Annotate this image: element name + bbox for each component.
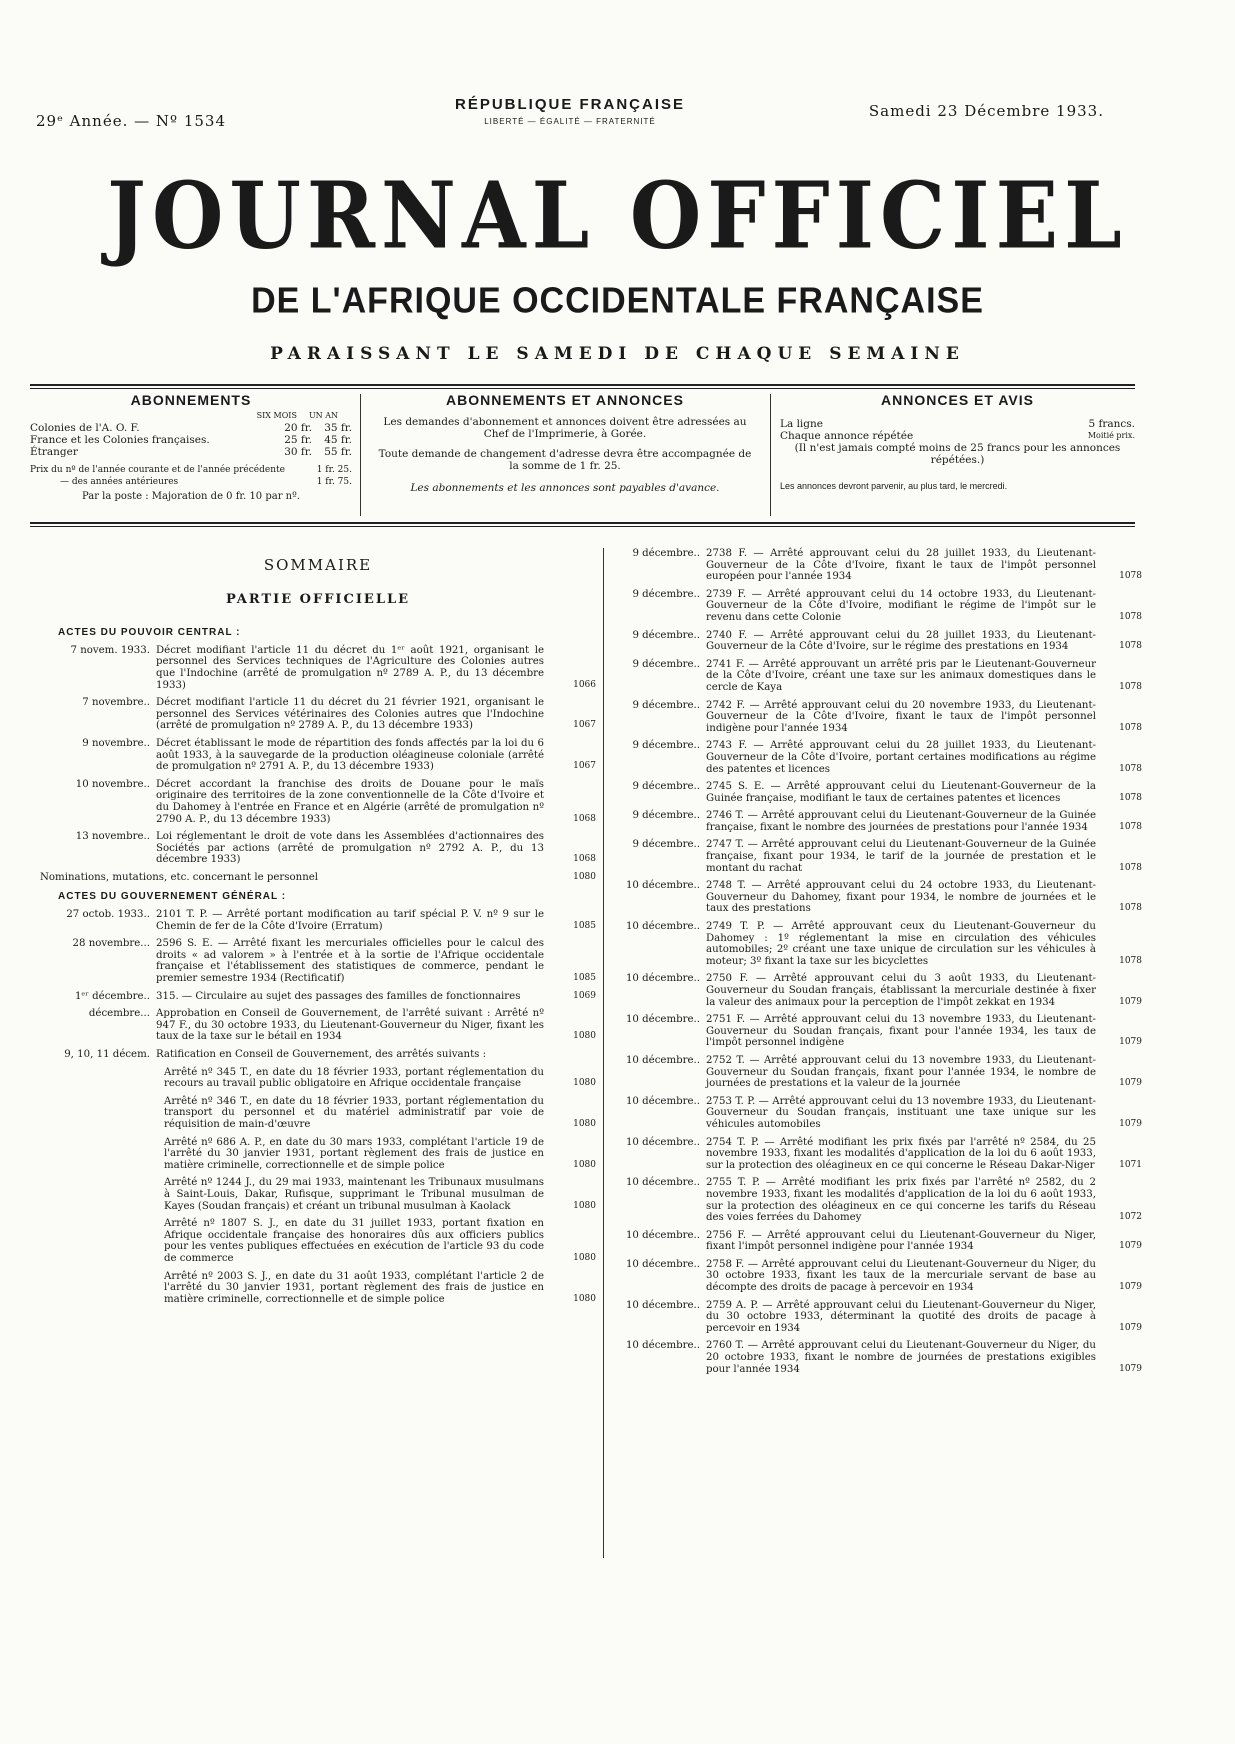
entry-text: 2745 S. E. — Arrêté approuvant celui du Lieutenant-Gouverneur de la Guinée française, modifiant le taux de certaines patentes et licences bbox=[706, 781, 1096, 804]
entry-date bbox=[40, 1177, 156, 1212]
subscription-one-year: 35 fr. bbox=[324, 422, 352, 434]
entry-page: 1068 bbox=[573, 854, 596, 865]
summary-entry bbox=[612, 1096, 1142, 1131]
summary-entry bbox=[612, 921, 1142, 967]
entry-date: 27 octob. 1933.. bbox=[66, 909, 150, 921]
right-entries bbox=[612, 548, 1142, 1375]
entry-page: 1080 bbox=[573, 1252, 596, 1263]
ratification-entry bbox=[40, 1218, 596, 1264]
issue-date: Samedi 23 Décembre 1933. bbox=[868, 102, 1104, 120]
annonce-line-value: 5 francs. bbox=[1088, 418, 1135, 430]
subscription-six-months: 30 fr. bbox=[284, 446, 312, 458]
summary-entry bbox=[612, 700, 1142, 735]
entry-date bbox=[40, 1096, 156, 1131]
nominations-text: Nominations, mutations, etc. concernant le personnel bbox=[40, 871, 319, 883]
subs-annonces-box bbox=[370, 394, 760, 516]
entry-text: 2743 F. — Arrêté approuvant celui du 28 juillet 1933, du Lieutenant-Gouverneur de la Côte d'Ivoire, portant certaines modifications au régime des patentes et licences bbox=[706, 740, 1096, 775]
journal-subtitle: DE L'AFRIQUE OCCIDENTALE FRANÇAISE bbox=[251, 281, 984, 321]
entry-text: Ratification en Conseil de Gouvernement, des arrêtés suivants : bbox=[156, 1049, 487, 1060]
entry-date bbox=[40, 1218, 156, 1264]
entry-page: 1078 bbox=[1119, 792, 1142, 803]
sommaire-heading: SOMMAIRE bbox=[263, 556, 373, 574]
summary-entry bbox=[40, 909, 596, 932]
entry-page: 1078 bbox=[1119, 763, 1142, 774]
subscriptions-columns bbox=[30, 410, 352, 422]
entry-date: 9 décembre.. bbox=[632, 781, 700, 793]
box-divider bbox=[360, 394, 361, 516]
entry-text: 2755 T. P. — Arrêté modifiant les prix fixés par l'arrêté nº 2582, du 2 novembre 1933, fixant les modalités d'application de la loi du 6 août 1933, sur la protection des oléagineux en ce qui concerne les tarifs du Réseau des voies ferrées du Dahomey bbox=[706, 1177, 1096, 1224]
entry-date: 10 décembre.. bbox=[625, 1299, 700, 1311]
entry-date: 9 décembre.. bbox=[632, 588, 700, 600]
post-surcharge: Par la poste : Majoration de 0 fr. 10 par nº. bbox=[81, 491, 300, 502]
entry-page: 1078 bbox=[1119, 821, 1142, 832]
annonce-note: (Il n'est jamais compté moins de 25 francs pour les annonces répétées.) bbox=[794, 442, 1121, 466]
entry-text: 2596 S. E. — Arrêté fixant les mercuriales officielles pour le calcul des droits « ad valorem » à l'entrée et à la sortie de l'Afrique occidentale française et l'établissement des statistiques de commerce, pendant le premier semestre 1934 (Rectificatif) bbox=[156, 938, 544, 985]
entry-date: 10 décembre.. bbox=[625, 1136, 700, 1148]
subscriptions-heading: ABONNEMENTS bbox=[130, 392, 252, 408]
summary-entry bbox=[612, 1300, 1142, 1335]
pouvoir-central-entries bbox=[40, 645, 596, 866]
entry-page: 1079 bbox=[1119, 1363, 1142, 1374]
entry-text: Décret modifiant l'article 11 du décret du 1ᵉʳ août 1921, organisant le personnel des Services techniques de l'Agriculture des Colonies autres que l'Indochine (arrêté de promulgation nº 2789 A. P., du 13 décembre 1933) bbox=[156, 644, 544, 691]
entry-page: 1079 bbox=[1119, 996, 1142, 1007]
entry-date: 10 décembre.. bbox=[625, 1258, 700, 1270]
price-row bbox=[30, 476, 352, 488]
summary-entry bbox=[612, 810, 1142, 833]
entry-page: 1078 bbox=[1119, 571, 1142, 582]
entry-text: 2751 F. — Arrêté approuvant celui du 13 novembre 1933, du Lieutenant-Gouverneur du Soudan français, fixant pour l'année 1934, les taux de l'impôt personnel indigène bbox=[706, 1014, 1096, 1049]
ratification-entry bbox=[40, 1271, 596, 1306]
entry-date: 1ᵉʳ décembre.. bbox=[74, 990, 150, 1002]
entry-text: 2750 F. — Arrêté approuvant celui du 3 août 1933, du Lieutenant-Gouverneur du Soudan français, établissant la mercuriale destinée à fixer la valeur des animaux pour la perception de l'impôt zekkat en 1934 bbox=[706, 973, 1096, 1008]
entry-page: 1078 bbox=[1119, 862, 1142, 873]
entry-date: 10 décembre.. bbox=[625, 1014, 700, 1026]
entry-date: 9 décembre.. bbox=[632, 629, 700, 641]
subs-annonces-text1: Les demandes d'abonnement et annonces doivent être adressées au Chef de l'Imprimerie, à Gorée. bbox=[383, 416, 747, 440]
subscription-label: France et les Colonies françaises. bbox=[30, 434, 210, 446]
gouvernement-general-entries bbox=[40, 909, 596, 1061]
entry-text: 2754 T. P. — Arrêté modifiant les prix fixés par l'arrêté nº 2584, du 25 novembre 1933, fixant les modalités d'application de la loi du 6 août 1933, sur la protection des oléagineux en ce qui concerne le Réseau Dakar-Niger bbox=[706, 1136, 1096, 1171]
entry-text: 2101 T. P. — Arrêté portant modification au tarif spécial P. V. nº 9 sur le Chemin de fer de la Côte d'Ivoire (Erratum) bbox=[156, 909, 544, 932]
summary-entry bbox=[40, 991, 596, 1003]
subs-annonces-heading: ABONNEMENTS ET ANNONCES bbox=[446, 392, 684, 408]
entry-text: 2746 T. — Arrêté approuvant celui du Lieutenant-Gouverneur de la Guinée française, fixant le nombre des journées de prestations pour l'année 1934 bbox=[706, 810, 1096, 833]
entry-text: Loi réglementant le droit de vote dans les Assemblées d'actionnaires des Sociétés par actions (arrêté de promulgation nº 2792 A. P., du 13 décembre 1933) bbox=[156, 831, 544, 866]
summary-entry bbox=[612, 781, 1142, 804]
summary-left-column bbox=[40, 552, 596, 1311]
entry-text: 2741 F. — Arrêté approuvant un arrêté pris par le Lieutenant-Gouverneur de la Côte d'Ivoire, créant une taxe sur les animaux domestiques dans le cercle de Kaya bbox=[706, 658, 1096, 693]
entry-page: 1066 bbox=[573, 679, 596, 690]
subscription-label: Étranger bbox=[30, 446, 78, 458]
entry-date: 9, 10, 11 décem. bbox=[64, 1049, 150, 1060]
entry-date: 10 décembre.. bbox=[625, 1177, 700, 1189]
entry-date: 10 décembre.. bbox=[625, 1095, 700, 1107]
entry-page: 1067 bbox=[573, 761, 596, 772]
subs-annonces-text3: Les abonnements et les annonces sont payables d'avance. bbox=[410, 482, 720, 494]
ratification-entries bbox=[40, 1067, 596, 1306]
journal-tagline: PARAISSANT LE SAMEDI DE CHAQUE SEMAINE bbox=[270, 344, 965, 364]
summary-entry bbox=[612, 1177, 1142, 1223]
entry-date: 7 novembre.. bbox=[82, 697, 150, 709]
box-divider bbox=[770, 394, 771, 516]
subscription-one-year: 45 fr. bbox=[324, 434, 352, 446]
col-six-months: SIX MOIS bbox=[256, 411, 297, 420]
entry-date bbox=[40, 1067, 156, 1090]
entry-text: Décret établissant le mode de répartition des fonds affectés par la loi du 6 août 1933, à la sauvegarde de la production oléagineuse coloniale (arrêté de promulgation nº 2791 A. P., du 13 décembre 1933) bbox=[156, 737, 544, 773]
entry-date: 10 décembre.. bbox=[625, 1054, 700, 1066]
annonce-repeat-value: Moitié prix. bbox=[1087, 431, 1135, 440]
entry-text: Approbation en Conseil de Gouvernement, de l'arrêté suivant : Arrêté nº 947 F., du 30 octobre 1933, du Lieutenant-Gouverneur du Niger, fixant les taux de la taxe sur le bétail en 1934 bbox=[156, 1008, 544, 1043]
entry-page: 1080 bbox=[573, 1078, 596, 1089]
summary-entry bbox=[40, 779, 596, 825]
issue-number: 29ᵉ Année. — Nº 1534 bbox=[36, 112, 226, 130]
summary-entry bbox=[612, 1014, 1142, 1049]
entry-text: Arrêté nº 1807 S. J., en date du 31 juillet 1933, portant fixation en Afrique occidentale française des honoraires dûs aux officiers publics pour les ventes publiques effectuées en exécution de l'article 93 du code de commerce bbox=[164, 1218, 544, 1264]
summary-entry bbox=[612, 1340, 1142, 1375]
price-current-value: 1 fr. 25. bbox=[316, 465, 352, 475]
entry-text: 2742 F. — Arrêté approuvant celui du 20 novembre 1933, du Lieutenant-Gouverneur de la Côte d'Ivoire, fixant le taux de l'impôt personnel indigène pour l'année 1934 bbox=[706, 699, 1096, 734]
entry-page: 1068 bbox=[573, 813, 596, 824]
ratification-entry bbox=[40, 1096, 596, 1131]
entry-page: 1078 bbox=[1119, 681, 1142, 692]
summary-entry bbox=[40, 645, 596, 691]
entry-page: 1078 bbox=[1119, 641, 1142, 652]
entry-date: 9 décembre.. bbox=[632, 740, 700, 752]
annonce-repeat-label: Chaque annonce répétée bbox=[780, 430, 914, 442]
entry-text: Arrêté nº 686 A. P., en date du 30 mars 1933, complétant l'article 19 de l'arrêté du 30 janvier 1931, portant règlement des frais de justice en matière criminelle, correctionnelle et de simple police bbox=[164, 1136, 544, 1171]
summary-entry bbox=[40, 697, 596, 732]
entry-page: 1078 bbox=[1119, 955, 1142, 966]
entry-date: 10 novembre.. bbox=[75, 778, 150, 790]
summary-entry bbox=[612, 1259, 1142, 1294]
partie-officielle-heading: PARTIE OFFICIELLE bbox=[225, 591, 411, 607]
entry-date: 9 décembre.. bbox=[632, 810, 700, 822]
divider bbox=[30, 388, 1135, 389]
summary-entry bbox=[612, 740, 1142, 775]
entry-text: Arrêté nº 346 T., en date du 18 février 1933, portant réglementation du transport du personnel et du matériel administratif par voie de réquisition de main-d'œuvre bbox=[164, 1095, 544, 1130]
entry-date: 13 novembre.. bbox=[75, 831, 150, 843]
summary-entry bbox=[612, 839, 1142, 874]
entry-date: 10 décembre.. bbox=[625, 921, 700, 933]
entry-page: 1079 bbox=[1119, 1282, 1142, 1293]
motto: LIBERTÉ — ÉGALITÉ — FRATERNITÉ bbox=[484, 117, 656, 126]
subs-annonces-text2: Toute demande de changement d'adresse devra être accompagnée de la somme de 1 fr. 25. bbox=[378, 448, 752, 472]
entry-text: Décret modifiant l'article 11 du décret du 21 février 1921, organisant le personnel des Services vétérinaires des Colonies autres que l'Indochine (arrêté de promulgation nº 2789 A. P., du 13 décembre 1933) bbox=[156, 697, 544, 732]
summary-entry bbox=[612, 880, 1142, 915]
entry-page: 1080 bbox=[573, 1293, 596, 1304]
entry-text: 2752 T. — Arrêté approuvant celui du 13 novembre 1933, du Lieutenant-Gouverneur du Soudan français, fixant pour l'année 1934, le nombre de journées de prestations et la valeur de la journée bbox=[706, 1054, 1096, 1090]
annonce-deadline: Les annonces devront parvenir, au plus tard, le mercredi. bbox=[780, 481, 1008, 491]
entry-text: 2759 A. P. — Arrêté approuvant celui du Lieutenant-Gouverneur du Niger, du 30 octobre 1933, déterminant la quotité des droits de pacage à percevoir en 1934 bbox=[706, 1299, 1096, 1334]
entry-date: 10 décembre.. bbox=[625, 973, 700, 985]
col-one-year: UN AN bbox=[308, 411, 338, 420]
entry-page: 1079 bbox=[1119, 1241, 1142, 1252]
entry-text: Arrêté nº 1244 J., du 29 mai 1933, maintenant les Tribunaux musulmans à Saint-Louis, Dakar, Rufisque, supprimant le Tribunal musulman de Kayes (Soudan français) et créant un tribunal musulman à Kaolack bbox=[164, 1177, 544, 1212]
entry-date: 9 décembre.. bbox=[632, 839, 700, 851]
entry-date: 9 décembre.. bbox=[632, 699, 700, 711]
ratification-entry bbox=[40, 1137, 596, 1172]
entry-page: 1080 bbox=[573, 1118, 596, 1129]
republic-block bbox=[420, 96, 720, 126]
entry-page: 1078 bbox=[1119, 611, 1142, 622]
entry-text: 2758 F. — Arrêté approuvant celui du Lieutenant-Gouverneur du Niger, du 30 octobre 1933, fixant les taux de la mercuriale servant de base au décompte des droits de pacage à percevoir en 1934 bbox=[706, 1258, 1096, 1294]
summary-entry bbox=[612, 973, 1142, 1008]
summary-entry bbox=[612, 659, 1142, 694]
price-row bbox=[30, 464, 352, 476]
annonce-repeat-row bbox=[780, 430, 1135, 442]
subscription-row bbox=[30, 446, 352, 458]
subscriptions-box bbox=[30, 394, 352, 516]
entry-page: 1078 bbox=[1119, 722, 1142, 733]
entry-date bbox=[40, 1137, 156, 1172]
subscription-row bbox=[30, 434, 352, 446]
price-current-label: Prix du nº de l'année courante et de l'année précédente bbox=[30, 465, 285, 475]
entry-text: 2748 T. — Arrêté approuvant celui du 24 octobre 1933, du Lieutenant-Gouverneur du Dahomey, fixant pour 1934, le nombre de journées et le taux des prestations bbox=[706, 880, 1096, 915]
entry-page: 1067 bbox=[573, 720, 596, 731]
entry-date: 9 décembre.. bbox=[632, 658, 700, 670]
price-old-label: — des années antérieures bbox=[60, 477, 179, 487]
entry-page: 1085 bbox=[573, 920, 596, 931]
entry-date: 7 novem. 1933. bbox=[70, 644, 150, 656]
subscription-label: Colonies de l'A. O. F. bbox=[30, 422, 140, 434]
summary-entry bbox=[40, 1049, 596, 1061]
ratification-entry bbox=[40, 1177, 596, 1212]
entry-date: 10 décembre.. bbox=[625, 1229, 700, 1241]
entry-page: 1069 bbox=[573, 990, 596, 1001]
entry-date: décembre... bbox=[88, 1008, 150, 1020]
journal-title: JOURNAL OFFICIEL bbox=[107, 162, 1128, 270]
nominations-entry bbox=[40, 872, 596, 884]
entry-date: 28 novembre... bbox=[72, 938, 150, 950]
summary-entry bbox=[612, 630, 1142, 653]
summary-entry bbox=[612, 1055, 1142, 1090]
annonce-line-row bbox=[780, 418, 1135, 430]
entry-page: 1071 bbox=[1119, 1159, 1142, 1170]
entry-page: 1079 bbox=[1119, 1078, 1142, 1089]
entry-date: 10 décembre.. bbox=[625, 880, 700, 892]
entry-date: 10 décembre.. bbox=[625, 1340, 700, 1352]
entry-text: 2738 F. — Arrêté approuvant celui du 28 juillet 1933, du Lieutenant-Gouverneur de la Côte d'Ivoire, fixant le taux de l'impôt personnel européen pour l'année 1934 bbox=[706, 548, 1096, 583]
entry-page: 1080 bbox=[573, 1159, 596, 1170]
divider bbox=[30, 522, 1135, 524]
subscription-six-months: 20 fr. bbox=[284, 422, 312, 434]
entry-page: 1078 bbox=[1119, 903, 1142, 914]
section-pouvoir-central: ACTES DU POUVOIR CENTRAL : bbox=[58, 627, 241, 639]
subscriptions-rows bbox=[30, 422, 352, 458]
section-gouvernement-general: ACTES DU GOUVERNEMENT GÉNÉRAL : bbox=[58, 891, 287, 903]
entry-text: 2747 T. — Arrêté approuvant celui du Lieutenant-Gouverneur de la Guinée française, fixant pour 1934, le tarif de la journée de prestation et le montant du rachat bbox=[706, 839, 1096, 874]
republic-label: RÉPUBLIQUE FRANÇAISE bbox=[454, 96, 685, 113]
entry-date: 9 novembre.. bbox=[82, 737, 150, 749]
entry-text: Arrêté nº 2003 S. J., en date du 31 août 1933, complétant l'article 2 de l'arrêté du 30 janvier 1931, portant règlement des frais de justice en matière criminelle, correctionnelle et de simple police bbox=[164, 1270, 544, 1305]
entry-page: 1072 bbox=[1119, 1212, 1142, 1223]
summary-entry bbox=[40, 938, 596, 984]
nominations-page: 1080 bbox=[573, 871, 596, 882]
annonce-line-label: La ligne bbox=[780, 418, 823, 430]
info-boxes bbox=[30, 394, 1135, 516]
summary-entry bbox=[612, 1137, 1142, 1172]
masthead-top bbox=[30, 96, 1110, 136]
entry-text: 2739 F. — Arrêté approuvant celui du 14 octobre 1933, du Lieutenant-Gouverneur de la Côte d'Ivoire, modifiant le régime de l'impôt sur le revenu dans cette Colonie bbox=[706, 588, 1096, 623]
entry-page: 1080 bbox=[573, 1200, 596, 1211]
entry-text: 2760 T. — Arrêté approuvant celui du Lieutenant-Gouverneur du Niger, du 20 octobre 1933, fixant le nombre de journées de prestations exigibles pour l'année 1934 bbox=[706, 1340, 1096, 1375]
entry-page: 1080 bbox=[573, 1031, 596, 1042]
entry-page: 1079 bbox=[1119, 1322, 1142, 1333]
entry-text: Décret accordant la franchise des droits de Douane pour le maïs originaire des territoires de la zone conventionnelle de la Côte d'Ivoire et du Dahomey à l'entrée en France et en Algérie (arrêté de promulgation nº 2790 A. P., du 13 décembre 1933) bbox=[156, 778, 544, 825]
summary-entry bbox=[40, 1008, 596, 1043]
entry-text: 2740 F. — Arrêté approuvant celui du 28 juillet 1933, du Lieutenant-Gouverneur de la Côte d'Ivoire, sur le régime des prestations en 1934 bbox=[706, 629, 1096, 653]
column-divider bbox=[603, 548, 604, 1558]
entry-text: 2749 T. P. — Arrêté approuvant ceux du Lieutenant-Gouverneur du Dahomey : 1º réglementant la mise en circulation des véhicules automobiles; 2º créant une taxe unique de circulation sur les véhicules à moteur; 3º fixant la taxe sur les bicyclettes bbox=[706, 921, 1096, 967]
entry-page: 1079 bbox=[1119, 1118, 1142, 1129]
annonces-heading: ANNONCES ET AVIS bbox=[881, 392, 1034, 408]
subscription-row bbox=[30, 422, 352, 434]
entry-text: 315. — Circulaire au sujet des passages des familles de fonctionnaires bbox=[156, 990, 521, 1002]
annonces-box bbox=[780, 394, 1135, 516]
divider bbox=[30, 526, 1135, 527]
entry-date bbox=[40, 1271, 156, 1306]
entry-page: 1085 bbox=[573, 973, 596, 984]
entry-date: 9 décembre.. bbox=[632, 548, 700, 559]
summary-right-column bbox=[612, 548, 1142, 1381]
summary-entry bbox=[40, 738, 596, 773]
divider bbox=[30, 384, 1135, 386]
summary-entry bbox=[612, 548, 1142, 583]
summary-entry bbox=[612, 1230, 1142, 1253]
entry-text: Arrêté nº 345 T., en date du 18 février 1933, portant réglementation du recours au travail public obligatoire en Afrique occidentale française bbox=[164, 1066, 544, 1090]
price-old-value: 1 fr. 75. bbox=[316, 477, 352, 487]
subscription-six-months: 25 fr. bbox=[284, 434, 312, 446]
entry-text: 2756 F. — Arrêté approuvant celui du Lieutenant-Gouverneur du Niger, fixant l'impôt personnel indigène pour l'année 1934 bbox=[706, 1229, 1096, 1253]
summary-entry bbox=[40, 831, 596, 866]
entry-text: 2753 T. P. — Arrêté approuvant celui du 13 novembre 1933, du Lieutenant-Gouverneur du Soudan français, instituant une taxe unique sur les véhicules automobiles bbox=[706, 1095, 1096, 1130]
subscription-one-year: 55 fr. bbox=[324, 446, 352, 458]
entry-page: 1079 bbox=[1119, 1037, 1142, 1048]
ratification-entry bbox=[40, 1067, 596, 1090]
summary-entry bbox=[612, 589, 1142, 624]
